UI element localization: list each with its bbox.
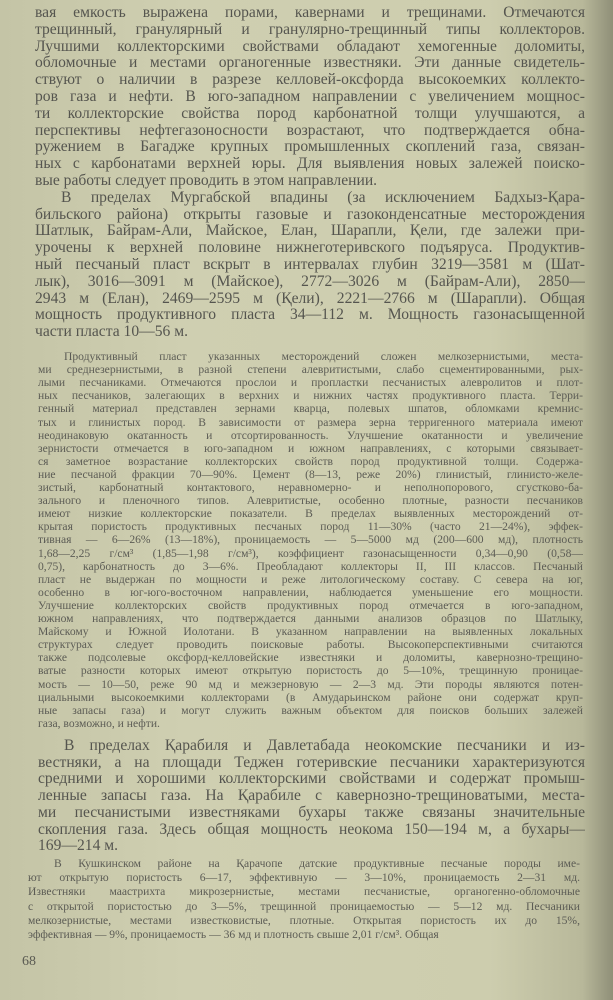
text-line: урочены к верхней половине нижнеготеривского подъяруса. Продуктив- <box>35 239 585 257</box>
text-line: В пределах Қарабиля и Давлетабада неокомские песчаники и из- <box>64 737 585 754</box>
text-line: ние песчаной фракции 70—90%. Цемент (8—13, реже 20%) глинистый, глинисто-желе- <box>38 467 583 481</box>
text-line: Майскому и Южной Иолотани. В указанном направлении на выявленных локальных <box>38 625 583 639</box>
text-line: также подсолевые оксфорд-келловейские известняки и доломиты, кавернозно-трещино- <box>38 651 583 665</box>
text-line: ми песчанистыми известняками бухары также связаны значительные <box>38 803 585 821</box>
text-line: скопления газа. Здесь общая мощность неокома 150—194 м, а бухары— <box>38 820 585 838</box>
text-line: ные запасы газа) и могут служить важным объектом для поисков больших залежей <box>38 703 583 717</box>
text-line: ватые разности которых имеют открытую пористость до 5—10%, трещинную проницае- <box>38 664 583 678</box>
text-line: мощность продуктивного пласта 34—112 м. Мощность газонасыщенной <box>35 306 585 324</box>
text-line: крытая пористость продуктивных песчаных пород 11—30% (часто 21—24%), эффек- <box>38 520 583 534</box>
text-line: вые работы следует проводить в этом направлении. <box>35 172 378 189</box>
text-line: зистый, карбонатный контактового, неравномерно- и неполнопорового, сгустково-ба- <box>38 481 583 494</box>
text-line: генный материал представлен зернами кварца, полевых шпатов, обломками кремнис- <box>38 402 583 416</box>
text-line: структурах следует проводить поисковые работы. Высокоперспективными считаются <box>38 638 583 652</box>
text-line: эффективная — 9%, проницаемость — 36 мд и плотность свыше 2,01 г/см³. Общая <box>28 928 439 941</box>
text-line: ют открытую пористость 6—17, эффективную — 3—10%, проницаемость 2—31 мд. <box>28 871 580 885</box>
text-line: 1,68—2,25 г/см³ (1,85—1,98 г/см³), коэффициент газонасыщенности 0,34—0,90 (0,58— <box>38 546 583 560</box>
text-line: газа, возможно, и нефти. <box>38 716 160 730</box>
text-line: обломочные и местами органогенные известняки. Эти данные свидетель- <box>35 54 585 72</box>
text-line: Шатлык, Байрам-Али, Майское, Елан, Шарапли, Қели, где залежи при- <box>35 222 585 240</box>
text-line: лыми песчаниками. Отмечаются прослои и пропластки песчанистых алевролитов и плот- <box>38 376 583 390</box>
text-line: 2943 м (Елан), 2469—2595 м (Қели), 2221—2766 м (Шарапли). Общая <box>35 289 585 307</box>
text-line: ленные запасы газа. На Қарабиле с кавернозно-трещиноватыми, места- <box>38 787 585 805</box>
text-line: средними и хорошими коллекторскими свойствами и содержат промыш- <box>38 770 585 788</box>
text-line: В Кушкинском районе на Қарачопе датские продуктивные песчаные породы име- <box>54 857 580 870</box>
text-line: мелкозернистые, местами известковистые, плотные. Открытая пористость их до 15%, <box>28 913 580 927</box>
text-line: ров газа и нефти. В юго-западном направлении с увеличением мощнос- <box>35 88 585 105</box>
text-line: 169—214 м. <box>38 837 119 855</box>
text-line: ствуют о наличии в разрезе келловей-оксфорда высокоемких коллекто- <box>35 71 585 89</box>
text-line: Известняки маастрихта микрозернистые, местами песчанистые, органогенно-обломочные <box>28 885 580 899</box>
text-line: 0,75), карбонатность до 3—6%. Преобладают коллекторы II, III классов. Песчаный <box>38 559 583 573</box>
text-line: тых и глинистых пород. В зависимости от размера зерна терригенного материала имеют <box>38 415 583 429</box>
text-line: ных песчаников, залегающих в верхних и нижних частях продуктивного пласта. Терри- <box>38 389 583 403</box>
text-line: Продуктивный пласт указанных месторождений сложен мелкозернистыми, места- <box>64 350 583 363</box>
text-line: ружением в Багадже крупных промышленных скоплений газа, связан- <box>35 138 585 156</box>
text-line: В пределах Мургабской впадины (за исключением Бадхыз-Қара- <box>61 188 585 206</box>
text-line: южном направлениях, что подтверждается данными анализов образцов по Шатлыку, <box>38 612 583 625</box>
text-line: зернистости отмечается в юго-западном и южном направлениях, с которыми связывает- <box>38 441 583 455</box>
text-line: ми среднезернистыми, в разной степени алевритистыми, слабо сцементированными, рых- <box>38 363 583 377</box>
text-line: имеют низкие коллекторские показатели. В пределах выявленных месторождений от- <box>38 507 583 521</box>
text-line: ных с карбонатами верхней юры. Для выявления новых залежей поиско- <box>35 155 585 173</box>
text-line: неодинаковую окатанность и отсортированность. Улучшение окатанности и увеличение <box>38 428 583 442</box>
text-line: Лучшими коллекторскими свойствами обладают хемогенные доломиты, <box>35 37 585 55</box>
page-number: 68 <box>22 954 36 969</box>
text-line: перспективы нефтегазоносности возрастают, что подтверждается обна- <box>35 121 585 139</box>
text-line: части пласта 10—56 м. <box>35 323 188 341</box>
text-line: зального и пленочного типов. Алевритистые, особенно плотные, разности песчаников <box>38 494 583 508</box>
text-line: особенно в юг-юго-восточном направлении, наблюдается уменьшение его мощности. <box>38 585 583 599</box>
text-line: пласт не выдержан по мощности и реже литологическому составу. С севера на юг, <box>38 572 583 586</box>
text-line: ти коллекторские свойства пород карбонатной толщи улучшаются, а <box>35 104 585 122</box>
text-line: ный песчаный пласт вскрыт в интервалах глубин 3219—3581 м (Шат- <box>35 256 585 273</box>
text-line: ся заметное возрастание коллекторских свойств пород продуктивной толщи. Содержа- <box>38 454 583 468</box>
text-line: бильского района) открыты газовые и газоконденсатные месторождения <box>35 205 585 223</box>
text-line: циальными высокоемкими коллекторами (в Амударьинском районе они содержат круп- <box>38 690 583 704</box>
text-line: трещинный, гранулярный и гранулярно-трещинный типы коллекторов. <box>35 20 585 38</box>
text-line: мость — 10—50, реже 90 мд и межзерновую — 2—3 мд. Эти породы являются потен- <box>38 677 583 691</box>
text-line: Улучшение коллекторских свойств продуктивных пород отмечается в юго-западном, <box>38 598 583 612</box>
text-line: тивная — 6—26% (13—18%), проницаемость — 5—5000 мд (200—600 мд), плотность <box>38 533 583 547</box>
text-line: лык), 3016—3091 м (Майское), 2772—3026 м (Байрам-Али), 2850— <box>35 272 585 290</box>
text-line: с открытой пористостью до 3—5%, трещинной проницаемостью — 5—12 мд. Песчаники <box>28 899 580 913</box>
text-line: вестняки, а на площади Теджен готеривские песчаники характеризуются <box>38 753 585 771</box>
text-line: вая емкость выражена порами, кавернами и трещинами. Отмечаются <box>35 4 585 21</box>
